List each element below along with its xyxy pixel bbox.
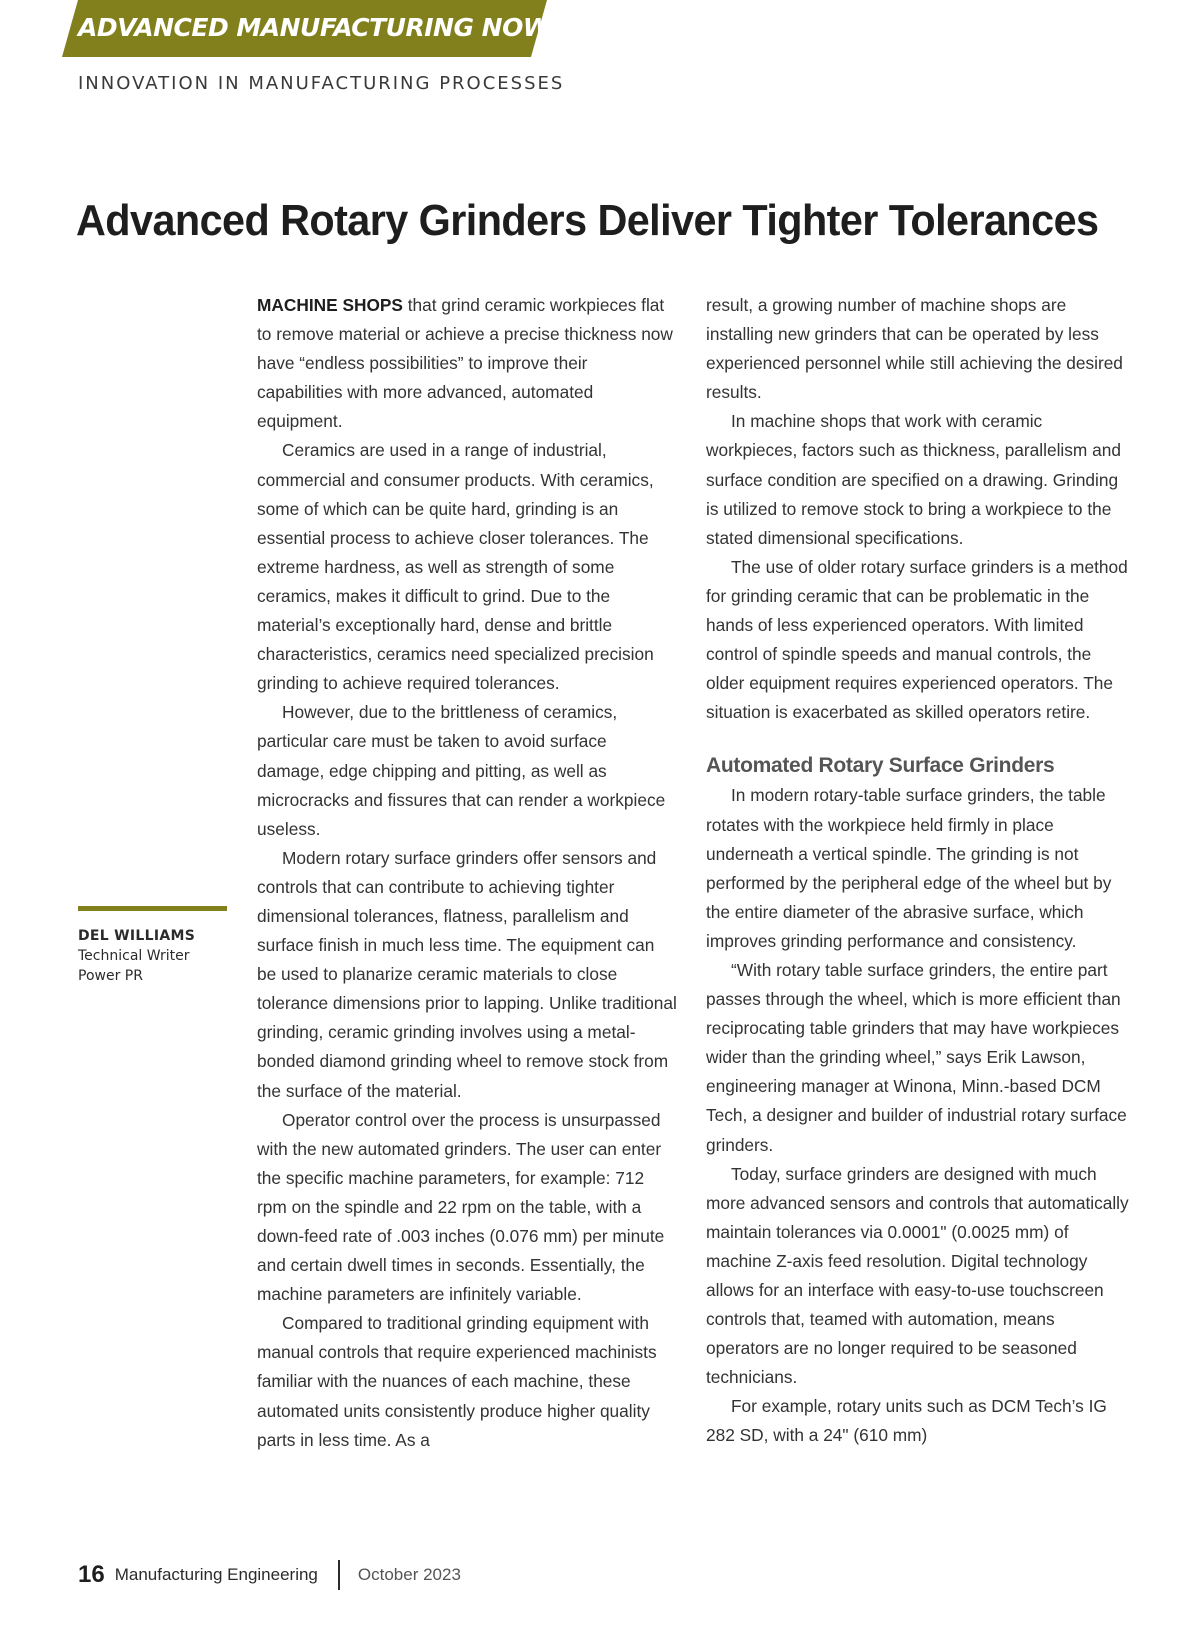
page-number: 16 <box>78 1561 105 1588</box>
author-role: Technical Writer <box>78 948 190 964</box>
author-byline <box>78 926 195 986</box>
paragraph: “With rotary table surface grinders, the entire part passes through the wheel, which is more efficient than reciprocating table grinders that may have workpieces wider than the grinding wheel,” says Erik Lawson, engineering manager at Winona, Minn.-based DCM Tech, a designer and builder of industrial rotary surface grinders. <box>706 959 1127 1155</box>
author-company: Power PR <box>78 968 143 984</box>
paragraph: Ceramics are used in a range of industrial, commercial and consumer products. With ceramics, some of which can be quite hard, grinding is an essential process to achieve closer tolerances. The extreme hardness, as well as strength of some ceramics, makes it difficult to grind. Due to the material’s exceptionally hard, dense and brittle characteristics, ceramics need specialized precision grinding to achieve required tolerances. <box>257 440 654 694</box>
paragraph: result, a growing number of machine shops are installing new grinders that can be operated by less experienced personnel while still achieving the desired results. <box>706 295 1123 403</box>
paragraph: Compared to traditional grinding equipment with manual controls that require experienced machinists familiar with the nuances of each machine, these automated units consistently produce higher quality parts in less time. As a <box>257 1313 657 1450</box>
paragraph: Operator control over the process is unsurpassed with the new automated grinders. The user can enter the specific machine parameters, for example: 712 rpm on the spindle and 22 rpm on the table, with a down-feed rate of .003 inches (0.076 mm) per minute and certain dwell times in seconds. Essentially, the machine parameters are infinitely variable. <box>257 1109 665 1305</box>
paragraph: The use of older rotary surface grinders is a method for grinding ceramic that can be problematic in the hands of less experienced operators. With limited control of spindle speeds and manual controls, the older equipment requires experienced operators. The situation is exacerbated as skilled operators retire. <box>706 556 1128 723</box>
paragraph: In modern rotary-table surface grinders, the table rotates with the workpiece held firmly in place underneath a vertical spindle. The grinding is not performed by the peripheral edge of the wheel but by the entire diameter of the abrasive surface, which improves grinding performance and consistency. <box>706 785 1112 951</box>
section-heading: Automated Rotary Surface Grinders <box>706 754 1055 778</box>
paragraph: In machine shops that work with ceramic workpieces, factors such as thickness, parallelism and surface condition are specified on a drawing. Grinding is utilized to remove stock to bring a workpiece to the stated dimensional specifications. <box>706 411 1121 548</box>
footer-divider <box>338 1560 340 1590</box>
page-footer <box>78 1558 461 1592</box>
article-column-2 <box>706 291 1132 1451</box>
lead-in: MACHINE SHOPS <box>257 295 403 315</box>
issue-date: October 2023 <box>357 1565 461 1584</box>
article-column-1 <box>257 291 677 1455</box>
banner-title: ADVANCED MANUFACTURING NOW <box>78 13 550 42</box>
author-name: DEL WILLIAMS <box>78 928 196 944</box>
paragraph: MACHINE SHOPS that grind ceramic workpieces flat to remove material or achieve a precise thickness now have “endless possibilities” to improve their capabilities with more advanced, automated equipment. <box>257 295 673 432</box>
article-title: Advanced Rotary Grinders Deliver Tighter Tolerances <box>76 196 1099 245</box>
section-subtitle: INNOVATION IN MANUFACTURING PROCESSES <box>78 73 565 94</box>
paragraph: Today, surface grinders are designed with much more advanced sensors and controls that automatically maintain tolerances via 0.0001" (0.0025 mm) of machine Z-axis feed resolution. Digital technology allows for an interface with easy-to-use touchscreen controls that, teamed with automation, means operators are no longer required to be seasoned technicians. <box>706 1163 1129 1388</box>
paragraph: Modern rotary surface grinders offer sensors and controls that can contribute to achieving tighter dimensional tolerances, flatness, parallelism and surface finish in much less time. The equipment can be used to planarize ceramic materials to close tolerance dimensions prior to lapping. Unlike traditional grinding, ceramic grinding involves using a metal-bonded diamond grinding wheel to remove stock from the surface of the material. <box>257 847 677 1101</box>
paragraph: However, due to the brittleness of ceramics, particular care must be taken to avoid surface damage, edge chipping and pitting, as well as microcracks and fissures that can render a workpiece useless. <box>257 702 666 839</box>
author-divider <box>78 906 227 911</box>
paragraph: For example, rotary units such as DCM Tech’s IG 282 SD, with a 24" (610 mm) <box>706 1396 1107 1446</box>
publication-name: Manufacturing Engineering <box>114 1565 318 1584</box>
